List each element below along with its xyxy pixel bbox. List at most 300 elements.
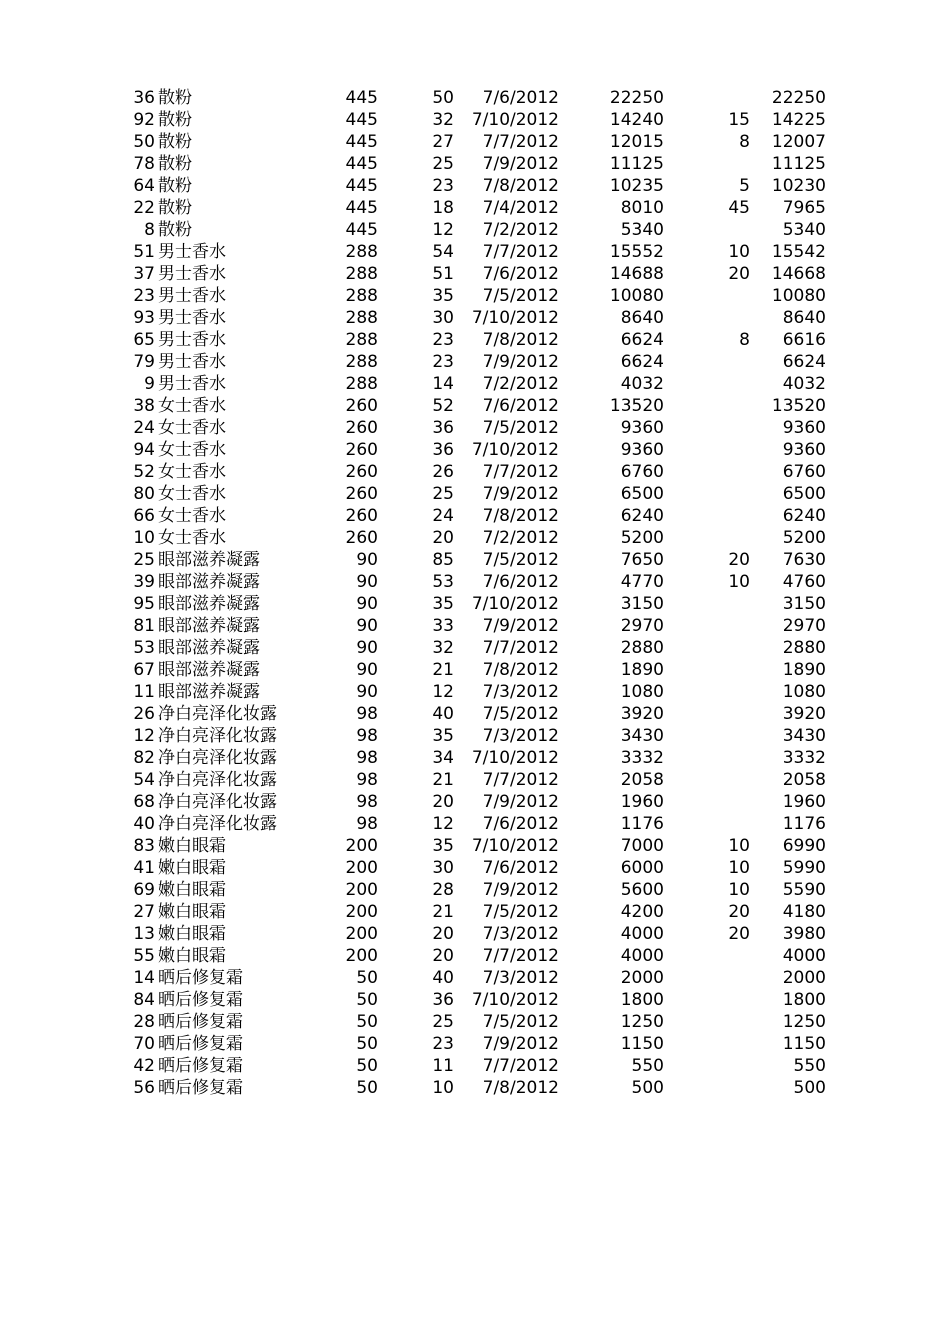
cell-unit-price: 288 [345, 308, 378, 328]
cell-product-name: 男士香水 [158, 286, 226, 306]
cell-quantity: 24 [432, 506, 454, 526]
cell-date: 7/7/2012 [482, 638, 559, 658]
cell-unit-price: 260 [345, 396, 378, 416]
cell-product-name: 散粉 [158, 220, 192, 240]
cell-product-name: 散粉 [158, 110, 192, 130]
cell-date: 7/3/2012 [482, 726, 559, 746]
cell-product-name: 净白亮泽化妆露 [158, 748, 277, 768]
cell-date: 7/7/2012 [482, 242, 559, 262]
cell-quantity: 54 [432, 242, 454, 262]
cell-unit-price: 288 [345, 374, 378, 394]
cell-quantity: 23 [432, 176, 454, 196]
cell-net-amount: 3920 [782, 704, 826, 724]
cell-id: 37 [133, 264, 155, 284]
cell-id: 56 [133, 1078, 155, 1098]
cell-date: 7/7/2012 [482, 770, 559, 790]
table-row [0, 1077, 950, 1099]
cell-date: 7/9/2012 [482, 352, 559, 372]
cell-net-amount: 9360 [782, 418, 826, 438]
cell-net-amount: 4760 [782, 572, 826, 592]
cell-amount: 1250 [620, 1012, 664, 1032]
cell-quantity: 34 [432, 748, 454, 768]
cell-unit-price: 260 [345, 440, 378, 460]
cell-quantity: 30 [432, 308, 454, 328]
cell-id: 38 [133, 396, 155, 416]
cell-product-name: 净白亮泽化妆露 [158, 704, 277, 724]
cell-unit-price: 90 [356, 594, 378, 614]
cell-amount: 4200 [620, 902, 664, 922]
cell-amount: 2880 [620, 638, 664, 658]
table-row [0, 593, 950, 615]
table-row [0, 989, 950, 1011]
cell-net-amount: 550 [793, 1056, 826, 1076]
cell-product-name: 眼部滋养凝露 [158, 550, 260, 570]
cell-quantity: 23 [432, 352, 454, 372]
cell-quantity: 36 [432, 418, 454, 438]
cell-date: 7/5/2012 [482, 704, 559, 724]
cell-unit-price: 200 [345, 858, 378, 878]
cell-amount: 8010 [620, 198, 664, 218]
cell-id: 8 [144, 220, 155, 240]
cell-product-name: 净白亮泽化妆露 [158, 792, 277, 812]
cell-product-name: 眼部滋养凝露 [158, 572, 260, 592]
cell-quantity: 35 [432, 726, 454, 746]
cell-product-name: 散粉 [158, 176, 192, 196]
cell-amount: 7000 [620, 836, 664, 856]
cell-quantity: 21 [432, 660, 454, 680]
cell-net-amount: 3332 [782, 748, 826, 768]
table-row [0, 417, 950, 439]
cell-date: 7/8/2012 [482, 1078, 559, 1098]
cell-amount: 1080 [620, 682, 664, 702]
cell-unit-price: 50 [356, 1056, 378, 1076]
cell-amount: 10080 [609, 286, 664, 306]
cell-amount: 4000 [620, 924, 664, 944]
cell-quantity: 28 [432, 880, 454, 900]
cell-date: 7/5/2012 [482, 550, 559, 570]
cell-net-amount: 14668 [771, 264, 826, 284]
cell-product-name: 嫩白眼霜 [158, 836, 226, 856]
cell-amount: 7650 [620, 550, 664, 570]
table-row [0, 813, 950, 835]
cell-unit-price: 98 [356, 704, 378, 724]
cell-date: 7/5/2012 [482, 418, 559, 438]
cell-net-amount: 1800 [782, 990, 826, 1010]
table-row [0, 505, 950, 527]
cell-date: 7/3/2012 [482, 968, 559, 988]
table-row [0, 439, 950, 461]
cell-quantity: 35 [432, 286, 454, 306]
cell-unit-price: 260 [345, 528, 378, 548]
cell-amount: 2000 [620, 968, 664, 988]
cell-net-amount: 7965 [782, 198, 826, 218]
cell-date: 7/10/2012 [471, 594, 559, 614]
cell-amount: 5340 [620, 220, 664, 240]
cell-id: 41 [133, 858, 155, 878]
cell-id: 64 [133, 176, 155, 196]
cell-unit-price: 50 [356, 990, 378, 1010]
cell-quantity: 25 [432, 1012, 454, 1032]
cell-date: 7/3/2012 [482, 682, 559, 702]
cell-quantity: 53 [432, 572, 454, 592]
cell-product-name: 嫩白眼霜 [158, 902, 226, 922]
cell-quantity: 85 [432, 550, 454, 570]
cell-date: 7/5/2012 [482, 902, 559, 922]
cell-amount: 10235 [609, 176, 664, 196]
cell-id: 94 [133, 440, 155, 460]
cell-product-name: 女士香水 [158, 484, 226, 504]
cell-quantity: 50 [432, 88, 454, 108]
cell-net-amount: 5340 [782, 220, 826, 240]
cell-net-amount: 15542 [771, 242, 826, 262]
cell-net-amount: 12007 [771, 132, 826, 152]
cell-quantity: 21 [432, 902, 454, 922]
cell-unit-price: 445 [345, 88, 378, 108]
cell-product-name: 男士香水 [158, 264, 226, 284]
cell-date: 7/6/2012 [482, 88, 559, 108]
cell-id: 11 [133, 682, 155, 702]
cell-id: 36 [133, 88, 155, 108]
table-row [0, 659, 950, 681]
table-row [0, 835, 950, 857]
cell-date: 7/9/2012 [482, 792, 559, 812]
cell-unit-price: 260 [345, 484, 378, 504]
cell-quantity: 25 [432, 154, 454, 174]
cell-quantity: 12 [432, 220, 454, 240]
cell-product-name: 男士香水 [158, 330, 226, 350]
cell-date: 7/9/2012 [482, 880, 559, 900]
cell-amount: 500 [631, 1078, 664, 1098]
cell-discount: 10 [728, 836, 750, 856]
cell-product-name: 散粉 [158, 154, 192, 174]
cell-date: 7/3/2012 [482, 924, 559, 944]
cell-amount: 550 [631, 1056, 664, 1076]
cell-unit-price: 200 [345, 836, 378, 856]
cell-unit-price: 445 [345, 154, 378, 174]
cell-net-amount: 1150 [782, 1034, 826, 1054]
cell-date: 7/6/2012 [482, 858, 559, 878]
cell-id: 25 [133, 550, 155, 570]
cell-product-name: 晒后修复霜 [158, 1056, 243, 1076]
cell-amount: 9360 [620, 418, 664, 438]
table-row [0, 87, 950, 109]
cell-unit-price: 90 [356, 682, 378, 702]
cell-quantity: 52 [432, 396, 454, 416]
cell-quantity: 33 [432, 616, 454, 636]
table-row [0, 945, 950, 967]
cell-date: 7/8/2012 [482, 330, 559, 350]
cell-date: 7/2/2012 [482, 220, 559, 240]
cell-unit-price: 200 [345, 924, 378, 944]
cell-amount: 8640 [620, 308, 664, 328]
cell-date: 7/9/2012 [482, 484, 559, 504]
cell-amount: 3150 [620, 594, 664, 614]
cell-date: 7/7/2012 [482, 462, 559, 482]
cell-product-name: 男士香水 [158, 352, 226, 372]
cell-date: 7/8/2012 [482, 660, 559, 680]
cell-discount: 10 [728, 242, 750, 262]
cell-quantity: 11 [432, 1056, 454, 1076]
cell-date: 7/7/2012 [482, 1056, 559, 1076]
cell-amount: 1176 [620, 814, 664, 834]
cell-product-name: 眼部滋养凝露 [158, 594, 260, 614]
cell-product-name: 嫩白眼霜 [158, 946, 226, 966]
cell-product-name: 嫩白眼霜 [158, 858, 226, 878]
cell-net-amount: 10230 [771, 176, 826, 196]
cell-net-amount: 1250 [782, 1012, 826, 1032]
cell-net-amount: 1890 [782, 660, 826, 680]
cell-unit-price: 445 [345, 176, 378, 196]
cell-quantity: 25 [432, 484, 454, 504]
cell-unit-price: 90 [356, 550, 378, 570]
cell-amount: 4032 [620, 374, 664, 394]
cell-unit-price: 260 [345, 462, 378, 482]
cell-net-amount: 4032 [782, 374, 826, 394]
cell-id: 39 [133, 572, 155, 592]
cell-net-amount: 6240 [782, 506, 826, 526]
cell-id: 12 [133, 726, 155, 746]
cell-quantity: 10 [432, 1078, 454, 1098]
cell-product-name: 男士香水 [158, 308, 226, 328]
cell-unit-price: 288 [345, 242, 378, 262]
cell-amount: 2970 [620, 616, 664, 636]
cell-amount: 2058 [620, 770, 664, 790]
cell-amount: 14688 [609, 264, 664, 284]
cell-quantity: 20 [432, 946, 454, 966]
table-row [0, 329, 950, 351]
cell-discount: 20 [728, 924, 750, 944]
cell-date: 7/10/2012 [471, 990, 559, 1010]
cell-date: 7/10/2012 [471, 110, 559, 130]
table-row [0, 527, 950, 549]
cell-amount: 14240 [609, 110, 664, 130]
table-row [0, 373, 950, 395]
table-row [0, 769, 950, 791]
cell-discount: 5 [739, 176, 750, 196]
cell-unit-price: 200 [345, 902, 378, 922]
cell-net-amount: 500 [793, 1078, 826, 1098]
table-row [0, 549, 950, 571]
cell-discount: 15 [728, 110, 750, 130]
cell-date: 7/2/2012 [482, 374, 559, 394]
cell-product-name: 眼部滋养凝露 [158, 616, 260, 636]
cell-amount: 15552 [609, 242, 664, 262]
cell-id: 65 [133, 330, 155, 350]
cell-unit-price: 200 [345, 880, 378, 900]
cell-quantity: 21 [432, 770, 454, 790]
cell-product-name: 晒后修复霜 [158, 990, 243, 1010]
cell-product-name: 眼部滋养凝露 [158, 638, 260, 658]
cell-net-amount: 5990 [782, 858, 826, 878]
cell-date: 7/4/2012 [482, 198, 559, 218]
cell-discount: 20 [728, 902, 750, 922]
cell-id: 26 [133, 704, 155, 724]
cell-date: 7/6/2012 [482, 396, 559, 416]
cell-net-amount: 13520 [771, 396, 826, 416]
cell-date: 7/6/2012 [482, 572, 559, 592]
cell-unit-price: 200 [345, 946, 378, 966]
cell-amount: 6760 [620, 462, 664, 482]
cell-id: 23 [133, 286, 155, 306]
cell-id: 54 [133, 770, 155, 790]
cell-net-amount: 1176 [782, 814, 826, 834]
table-row [0, 681, 950, 703]
cell-net-amount: 6990 [782, 836, 826, 856]
table-row [0, 1033, 950, 1055]
cell-amount: 9360 [620, 440, 664, 460]
cell-unit-price: 98 [356, 792, 378, 812]
cell-id: 52 [133, 462, 155, 482]
cell-amount: 12015 [609, 132, 664, 152]
cell-discount: 20 [728, 264, 750, 284]
cell-discount: 20 [728, 550, 750, 570]
cell-net-amount: 3430 [782, 726, 826, 746]
cell-product-name: 晒后修复霜 [158, 968, 243, 988]
cell-date: 7/8/2012 [482, 176, 559, 196]
table-row [0, 791, 950, 813]
cell-amount: 4000 [620, 946, 664, 966]
cell-amount: 5200 [620, 528, 664, 548]
cell-product-name: 净白亮泽化妆露 [158, 726, 277, 746]
cell-quantity: 20 [432, 528, 454, 548]
cell-id: 10 [133, 528, 155, 548]
cell-discount: 8 [739, 132, 750, 152]
cell-net-amount: 4180 [782, 902, 826, 922]
cell-product-name: 晒后修复霜 [158, 1078, 243, 1098]
cell-amount: 11125 [609, 154, 664, 174]
sales-table [0, 87, 950, 1099]
cell-unit-price: 98 [356, 814, 378, 834]
cell-id: 24 [133, 418, 155, 438]
cell-id: 68 [133, 792, 155, 812]
cell-quantity: 20 [432, 924, 454, 944]
cell-amount: 13520 [609, 396, 664, 416]
cell-amount: 6240 [620, 506, 664, 526]
cell-id: 22 [133, 198, 155, 218]
cell-id: 67 [133, 660, 155, 680]
cell-unit-price: 288 [345, 264, 378, 284]
cell-unit-price: 445 [345, 198, 378, 218]
cell-date: 7/10/2012 [471, 836, 559, 856]
cell-id: 80 [133, 484, 155, 504]
cell-net-amount: 6500 [782, 484, 826, 504]
table-row [0, 571, 950, 593]
cell-id: 69 [133, 880, 155, 900]
cell-id: 53 [133, 638, 155, 658]
cell-product-name: 眼部滋养凝露 [158, 682, 260, 702]
table-row [0, 725, 950, 747]
cell-net-amount: 22250 [771, 88, 826, 108]
cell-net-amount: 7630 [782, 550, 826, 570]
cell-net-amount: 3980 [782, 924, 826, 944]
cell-product-name: 女士香水 [158, 440, 226, 460]
cell-net-amount: 6616 [782, 330, 826, 350]
cell-amount: 5600 [620, 880, 664, 900]
cell-product-name: 女士香水 [158, 462, 226, 482]
cell-unit-price: 98 [356, 748, 378, 768]
cell-unit-price: 50 [356, 1012, 378, 1032]
cell-id: 55 [133, 946, 155, 966]
table-row [0, 131, 950, 153]
table-row [0, 901, 950, 923]
cell-date: 7/5/2012 [482, 1012, 559, 1032]
cell-unit-price: 98 [356, 726, 378, 746]
cell-net-amount: 4000 [782, 946, 826, 966]
table-row [0, 263, 950, 285]
cell-quantity: 36 [432, 440, 454, 460]
cell-net-amount: 5200 [782, 528, 826, 548]
cell-net-amount: 14225 [771, 110, 826, 130]
table-row [0, 307, 950, 329]
cell-amount: 3920 [620, 704, 664, 724]
cell-date: 7/7/2012 [482, 132, 559, 152]
cell-unit-price: 288 [345, 352, 378, 372]
cell-amount: 3430 [620, 726, 664, 746]
cell-unit-price: 50 [356, 1078, 378, 1098]
table-row [0, 351, 950, 373]
cell-product-name: 女士香水 [158, 528, 226, 548]
cell-unit-price: 90 [356, 638, 378, 658]
cell-product-name: 散粉 [158, 88, 192, 108]
cell-id: 81 [133, 616, 155, 636]
table-row [0, 285, 950, 307]
cell-date: 7/6/2012 [482, 264, 559, 284]
cell-quantity: 36 [432, 990, 454, 1010]
cell-net-amount: 11125 [771, 154, 826, 174]
cell-product-name: 男士香水 [158, 374, 226, 394]
cell-product-name: 晒后修复霜 [158, 1034, 243, 1054]
table-row [0, 395, 950, 417]
cell-amount: 4770 [620, 572, 664, 592]
cell-unit-price: 90 [356, 572, 378, 592]
table-row [0, 461, 950, 483]
cell-date: 7/10/2012 [471, 748, 559, 768]
cell-net-amount: 2970 [782, 616, 826, 636]
cell-amount: 3332 [620, 748, 664, 768]
cell-amount: 1890 [620, 660, 664, 680]
table-row [0, 923, 950, 945]
cell-quantity: 12 [432, 682, 454, 702]
cell-product-name: 嫩白眼霜 [158, 924, 226, 944]
cell-id: 14 [133, 968, 155, 988]
cell-quantity: 14 [432, 374, 454, 394]
cell-product-name: 散粉 [158, 132, 192, 152]
cell-id: 51 [133, 242, 155, 262]
cell-date: 7/7/2012 [482, 946, 559, 966]
cell-product-name: 净白亮泽化妆露 [158, 814, 277, 834]
cell-quantity: 20 [432, 792, 454, 812]
cell-date: 7/8/2012 [482, 506, 559, 526]
cell-net-amount: 2058 [782, 770, 826, 790]
table-row [0, 197, 950, 219]
cell-amount: 6624 [620, 330, 664, 350]
cell-id: 9 [144, 374, 155, 394]
cell-net-amount: 2000 [782, 968, 826, 988]
table-row [0, 879, 950, 901]
cell-net-amount: 2880 [782, 638, 826, 658]
cell-id: 13 [133, 924, 155, 944]
cell-id: 27 [133, 902, 155, 922]
cell-unit-price: 260 [345, 506, 378, 526]
cell-product-name: 眼部滋养凝露 [158, 660, 260, 680]
cell-unit-price: 90 [356, 660, 378, 680]
cell-id: 93 [133, 308, 155, 328]
table-row [0, 241, 950, 263]
cell-id: 66 [133, 506, 155, 526]
table-row [0, 1011, 950, 1033]
cell-unit-price: 288 [345, 330, 378, 350]
cell-quantity: 40 [432, 704, 454, 724]
